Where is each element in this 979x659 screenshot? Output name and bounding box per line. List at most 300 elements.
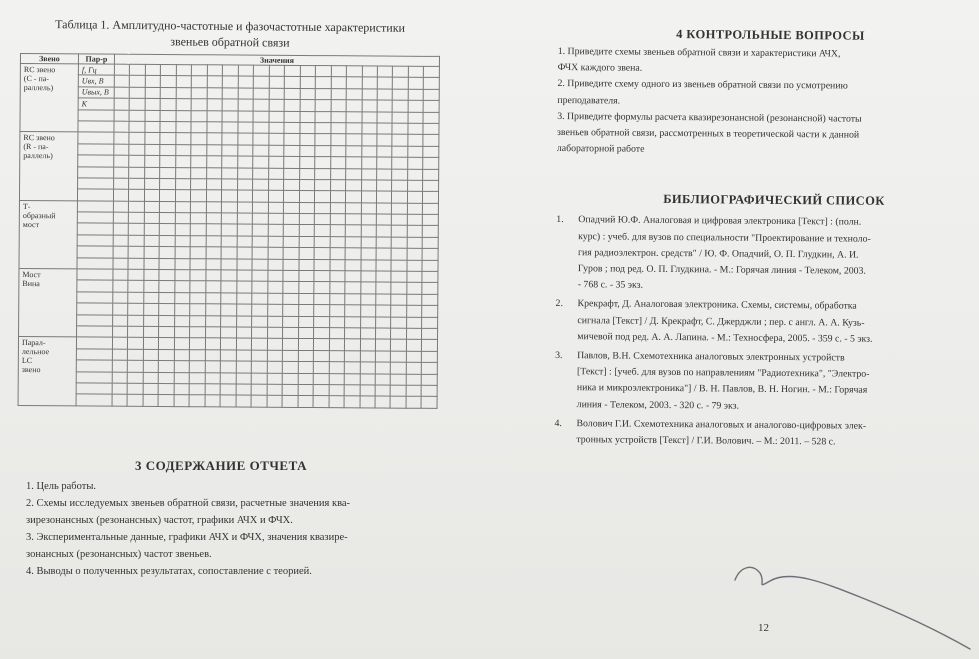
value-cell — [392, 134, 408, 145]
value-cell — [267, 384, 283, 395]
value-cell — [113, 235, 129, 246]
value-cell — [206, 213, 222, 224]
value-cell — [345, 316, 361, 327]
value-cell — [144, 212, 160, 223]
value-cell — [329, 385, 345, 396]
value-cell — [114, 178, 130, 189]
value-cell — [237, 293, 253, 304]
value-cell — [408, 135, 424, 146]
value-cell — [283, 282, 299, 293]
value-cell — [283, 316, 299, 327]
value-cell — [252, 282, 268, 293]
handwritten-scribble — [730, 545, 975, 655]
value-cell — [269, 134, 285, 145]
value-cell — [361, 214, 377, 225]
value-cell — [144, 304, 160, 315]
value-cell — [408, 146, 424, 157]
value-cell — [221, 293, 237, 304]
value-cell — [238, 99, 254, 110]
value-cell — [191, 110, 207, 121]
value-cell — [237, 202, 253, 213]
value-cell — [391, 317, 407, 328]
value-cell — [175, 235, 191, 246]
value-cell — [206, 247, 222, 258]
value-cell — [423, 237, 439, 248]
value-cell — [391, 294, 407, 305]
value-cell — [112, 360, 128, 371]
value-cell — [375, 396, 391, 407]
value-cell — [129, 167, 145, 178]
value-cell — [175, 190, 191, 201]
value-cell — [175, 304, 191, 315]
value-cell — [268, 202, 284, 213]
value-cell — [206, 293, 222, 304]
section3-list — [26, 478, 446, 580]
section4-list — [557, 44, 963, 161]
value-cell — [268, 179, 284, 190]
value-cell — [315, 88, 331, 99]
value-cell — [375, 351, 391, 362]
value-cell — [393, 77, 409, 88]
value-cell — [253, 179, 269, 190]
zveno-name-cell — [19, 200, 77, 269]
value-cell — [392, 180, 408, 191]
value-cell — [330, 134, 346, 145]
value-cell — [314, 282, 330, 293]
value-cell — [113, 326, 129, 337]
value-cell — [221, 270, 237, 281]
value-cell — [423, 146, 439, 157]
value-cell — [376, 214, 392, 225]
value-cell — [421, 397, 437, 408]
value-cell — [238, 122, 254, 133]
bib-line: Крекрафт, Д. Аналоговая электроника. Схемы, системы, обработка — [577, 298, 857, 313]
value-cell — [144, 247, 160, 258]
value-cell — [254, 65, 270, 76]
value-cell — [221, 327, 237, 338]
value-cell — [284, 134, 300, 145]
value-cell — [161, 87, 177, 98]
value-cell — [392, 191, 408, 202]
section3-title: 3 СОДЕРЖАНИЕ ОТЧЕТА — [135, 458, 307, 473]
value-cell — [423, 112, 439, 123]
value-cell — [175, 247, 191, 258]
value-cell — [129, 144, 145, 155]
value-cell — [236, 338, 252, 349]
value-cell — [268, 213, 284, 224]
value-cell — [284, 65, 300, 76]
value-cell — [207, 145, 223, 156]
value-cell — [360, 385, 376, 396]
value-cell — [268, 225, 284, 236]
value-cell — [205, 350, 221, 361]
value-cell — [299, 202, 315, 213]
value-cell — [192, 65, 208, 76]
value-cell — [236, 327, 252, 338]
section3-line: 2. Схемы исследуемых звеньев обратной связи, расчетные значения ква- — [26, 498, 351, 509]
value-cell — [143, 338, 159, 349]
value-cell — [237, 247, 253, 258]
value-cell — [377, 180, 393, 191]
value-cell — [129, 110, 145, 121]
value-cell — [113, 303, 129, 314]
value-cell — [129, 178, 145, 189]
value-cell — [377, 157, 393, 168]
value-cell — [407, 214, 423, 225]
value-cell — [143, 383, 159, 394]
value-cell — [112, 383, 128, 394]
value-cell — [191, 144, 207, 155]
value-cell — [315, 157, 331, 168]
value-cell — [298, 373, 314, 384]
value-cell — [114, 87, 130, 98]
value-cell — [313, 373, 329, 384]
section3-line: 3. Экспериментальные данные, графики АЧХ и ФЧХ, значения квазире- — [26, 532, 348, 543]
value-cell — [191, 133, 207, 144]
value-cell — [362, 89, 378, 100]
value-cell — [346, 123, 362, 134]
value-cell — [422, 249, 438, 260]
value-cell — [112, 372, 128, 383]
value-cell — [268, 282, 284, 293]
value-cell — [207, 88, 223, 99]
value-cell — [236, 373, 252, 384]
value-cell — [315, 191, 331, 202]
value-cell — [175, 178, 191, 189]
value-cell — [113, 292, 129, 303]
value-cell — [159, 315, 175, 326]
value-cell — [299, 134, 315, 145]
value-cell — [174, 327, 190, 338]
value-cell — [253, 77, 269, 88]
value-cell — [174, 384, 190, 395]
value-cell — [205, 384, 221, 395]
value-cell — [284, 191, 300, 202]
value-cell — [160, 121, 176, 132]
value-cell — [145, 87, 161, 98]
bib-number: 4. — [554, 417, 562, 429]
value-cell — [161, 76, 177, 87]
value-cell — [145, 144, 161, 155]
value-cell — [376, 282, 392, 293]
value-cell — [191, 156, 207, 167]
zveno-name-cell — [20, 64, 78, 133]
value-cell — [422, 306, 438, 317]
value-cell — [393, 66, 409, 77]
value-cell — [223, 76, 239, 87]
value-cell — [114, 76, 130, 87]
value-cell — [221, 316, 237, 327]
param-cell — [77, 303, 113, 315]
section3-line: зонансных (резонансных) частот звеньев. — [26, 549, 212, 560]
value-cell — [408, 89, 424, 100]
value-cell — [346, 157, 362, 168]
value-cell — [160, 201, 176, 212]
value-cell — [315, 77, 331, 88]
section4-line: ФЧХ каждого звена. — [557, 62, 643, 74]
value-cell — [315, 134, 331, 145]
value-cell — [361, 237, 377, 248]
value-cell — [375, 374, 391, 385]
value-cell — [221, 350, 237, 361]
value-cell — [361, 225, 377, 236]
param-cell — [77, 189, 113, 201]
value-cell — [329, 362, 345, 373]
value-cell — [160, 224, 176, 235]
value-cell — [376, 237, 392, 248]
bib-entry-3 — [555, 348, 961, 416]
value-cell — [144, 224, 160, 235]
bib-number: 2. — [555, 298, 563, 310]
value-cell — [191, 213, 207, 224]
value-cell — [144, 292, 160, 303]
value-cell — [391, 328, 407, 339]
value-cell — [407, 305, 423, 316]
value-cell — [391, 283, 407, 294]
value-cell — [407, 180, 423, 191]
value-cell — [392, 123, 408, 134]
value-cell — [329, 316, 345, 327]
value-cell — [160, 156, 176, 167]
value-cell — [314, 236, 330, 247]
param-cell: Uвых, B — [78, 87, 114, 99]
value-cell — [284, 77, 300, 88]
value-cell — [361, 203, 377, 214]
value-cell — [174, 395, 190, 406]
value-cell — [145, 133, 161, 144]
value-cell — [237, 236, 253, 247]
section3-line: 4. Выводы о полученных результатах, сопоставление с теорией. — [26, 566, 312, 577]
param-cell — [76, 394, 112, 406]
value-cell — [190, 338, 206, 349]
value-cell — [222, 88, 238, 99]
value-cell — [423, 180, 439, 191]
value-cell — [283, 270, 299, 281]
value-cell — [174, 315, 190, 326]
value-cell — [207, 122, 223, 133]
zveno-name-cell — [19, 132, 77, 201]
value-cell — [376, 248, 392, 259]
value-cell — [313, 396, 329, 407]
value-cell — [252, 327, 268, 338]
value-cell — [345, 237, 361, 248]
value-cell — [175, 292, 191, 303]
bib-line: ника и микроэлектроника"] / В. Н. Павлов, В. Н. Ногин. - М.: Горячая — [576, 382, 868, 397]
value-cell — [329, 271, 345, 282]
param-cell — [77, 314, 113, 326]
param-cell — [78, 132, 114, 144]
value-cell — [145, 110, 161, 121]
value-cell — [206, 236, 222, 247]
value-cell — [237, 213, 253, 224]
value-cell — [222, 202, 238, 213]
value-cell — [423, 214, 439, 225]
value-cell — [298, 339, 314, 350]
value-cell — [299, 191, 315, 202]
value-cell — [391, 351, 407, 362]
value-cell — [268, 270, 284, 281]
value-cell — [362, 66, 378, 77]
value-cell — [314, 339, 330, 350]
value-cell — [222, 110, 238, 121]
value-cell — [129, 201, 145, 212]
bib-number: 1. — [556, 214, 564, 226]
value-cell — [159, 281, 175, 292]
value-cell — [174, 361, 190, 372]
value-cell — [422, 351, 438, 362]
table-caption-line1: Таблица 1. Амплитудно-частотные и фазочастотные характеристики — [55, 17, 406, 35]
value-cell — [283, 339, 299, 350]
value-cell — [253, 99, 269, 110]
value-cell — [392, 157, 408, 168]
section4-line: 2. Приведите схему одного из звеньев обратной связи по усмотрению — [557, 78, 848, 92]
value-cell — [283, 259, 299, 270]
value-cell — [377, 146, 393, 157]
value-cell — [190, 236, 206, 247]
value-cell — [221, 247, 237, 258]
value-cell — [423, 192, 439, 203]
value-cell — [391, 271, 407, 282]
value-cell — [314, 293, 330, 304]
zveno-name-line: звено — [21, 365, 41, 375]
value-cell — [206, 167, 222, 178]
value-cell — [252, 236, 268, 247]
value-cell — [145, 155, 161, 166]
section4-title: 4 КОНТРОЛЬНЫЕ ВОПРОСЫ — [676, 27, 865, 43]
value-cell — [191, 179, 207, 190]
value-cell — [377, 169, 393, 180]
value-cell — [329, 373, 345, 384]
value-cell — [329, 339, 345, 350]
value-cell — [315, 100, 331, 111]
value-cell — [175, 213, 191, 224]
value-cell — [362, 100, 378, 111]
value-cell — [190, 372, 206, 383]
page-number: 12 — [758, 622, 769, 634]
value-cell — [237, 281, 253, 292]
value-cell — [422, 340, 438, 351]
value-cell — [377, 123, 393, 134]
value-cell — [236, 384, 252, 395]
value-cell — [113, 281, 129, 292]
zveno-name-line: LC — [21, 356, 33, 366]
bib-line: [Текст] : [учеб. для вузов по направлениям "Радиотехника", "Электро- — [576, 366, 870, 380]
value-cell — [299, 270, 315, 281]
value-cell — [221, 304, 237, 315]
value-cell — [251, 361, 267, 372]
value-cell — [376, 271, 392, 282]
value-cell — [391, 385, 407, 396]
param-cell: f, Гц — [78, 64, 114, 76]
value-cell — [392, 214, 408, 225]
value-cell — [191, 99, 207, 110]
value-cell — [361, 134, 377, 145]
value-cell — [253, 111, 269, 122]
value-cell — [143, 326, 159, 337]
value-cell — [407, 283, 423, 294]
param-cell — [77, 269, 113, 281]
bib-line: - 768 с. - 35 экз. — [577, 279, 644, 291]
param-cell: Uвх, B — [78, 75, 114, 87]
value-cell — [205, 327, 221, 338]
value-cell — [298, 396, 314, 407]
value-cell — [128, 303, 144, 314]
value-cell — [253, 145, 269, 156]
zveno-name-line: RC звено — [23, 65, 56, 75]
value-cell — [282, 384, 298, 395]
value-cell — [284, 179, 300, 190]
value-cell — [408, 112, 424, 123]
value-cell — [237, 270, 253, 281]
value-cell — [190, 270, 206, 281]
value-cell — [113, 212, 129, 223]
bib-number: 3. — [555, 350, 563, 362]
value-cell — [128, 395, 144, 406]
section3-line: 1. Цель работы. — [26, 481, 97, 492]
value-cell — [160, 190, 176, 201]
value-cell — [175, 270, 191, 281]
value-cell — [423, 226, 439, 237]
value-cell — [376, 191, 392, 202]
value-cell — [360, 362, 376, 373]
value-cell — [376, 203, 392, 214]
value-cell — [237, 179, 253, 190]
value-cell — [113, 246, 129, 257]
value-cell — [346, 146, 362, 157]
value-cell — [392, 237, 408, 248]
value-cell — [360, 282, 376, 293]
param-cell — [76, 371, 112, 383]
value-cell — [344, 339, 360, 350]
bib-line: курс) : учеб. для вузов по специальности "Проектирование и техноло- — [578, 230, 871, 245]
value-cell — [283, 236, 299, 247]
value-cell — [144, 269, 160, 280]
value-cell — [112, 394, 128, 405]
value-cell — [236, 361, 252, 372]
value-cell — [174, 372, 190, 383]
value-cell — [222, 156, 238, 167]
value-cell — [269, 122, 285, 133]
value-cell — [346, 100, 362, 111]
value-cell — [345, 271, 361, 282]
value-cell — [237, 156, 253, 167]
param-cell — [77, 258, 113, 270]
value-cell — [406, 351, 422, 362]
value-cell — [284, 202, 300, 213]
zveno-name-line: Т- — [22, 201, 31, 211]
param-cell — [77, 280, 113, 292]
value-cell — [206, 224, 222, 235]
value-cell — [376, 317, 392, 328]
value-cell — [329, 305, 345, 316]
value-cell — [158, 395, 174, 406]
value-cell — [424, 78, 440, 89]
zveno-name-line: раллель) — [23, 83, 54, 93]
value-cell — [283, 350, 299, 361]
value-cell — [143, 349, 159, 360]
value-cell — [191, 122, 207, 133]
value-cell — [143, 395, 159, 406]
value-cell — [221, 236, 237, 247]
value-cell — [299, 157, 315, 168]
value-cell — [159, 372, 175, 383]
value-cell — [205, 338, 221, 349]
value-cell — [114, 121, 130, 132]
bib-line: мичевой под ред. А. А. Лапина. - М.: Техносфера, 2005. - 359 с. - 5 экз. — [577, 331, 873, 345]
value-cell — [360, 351, 376, 362]
value-cell — [283, 248, 299, 259]
value-cell — [406, 328, 422, 339]
